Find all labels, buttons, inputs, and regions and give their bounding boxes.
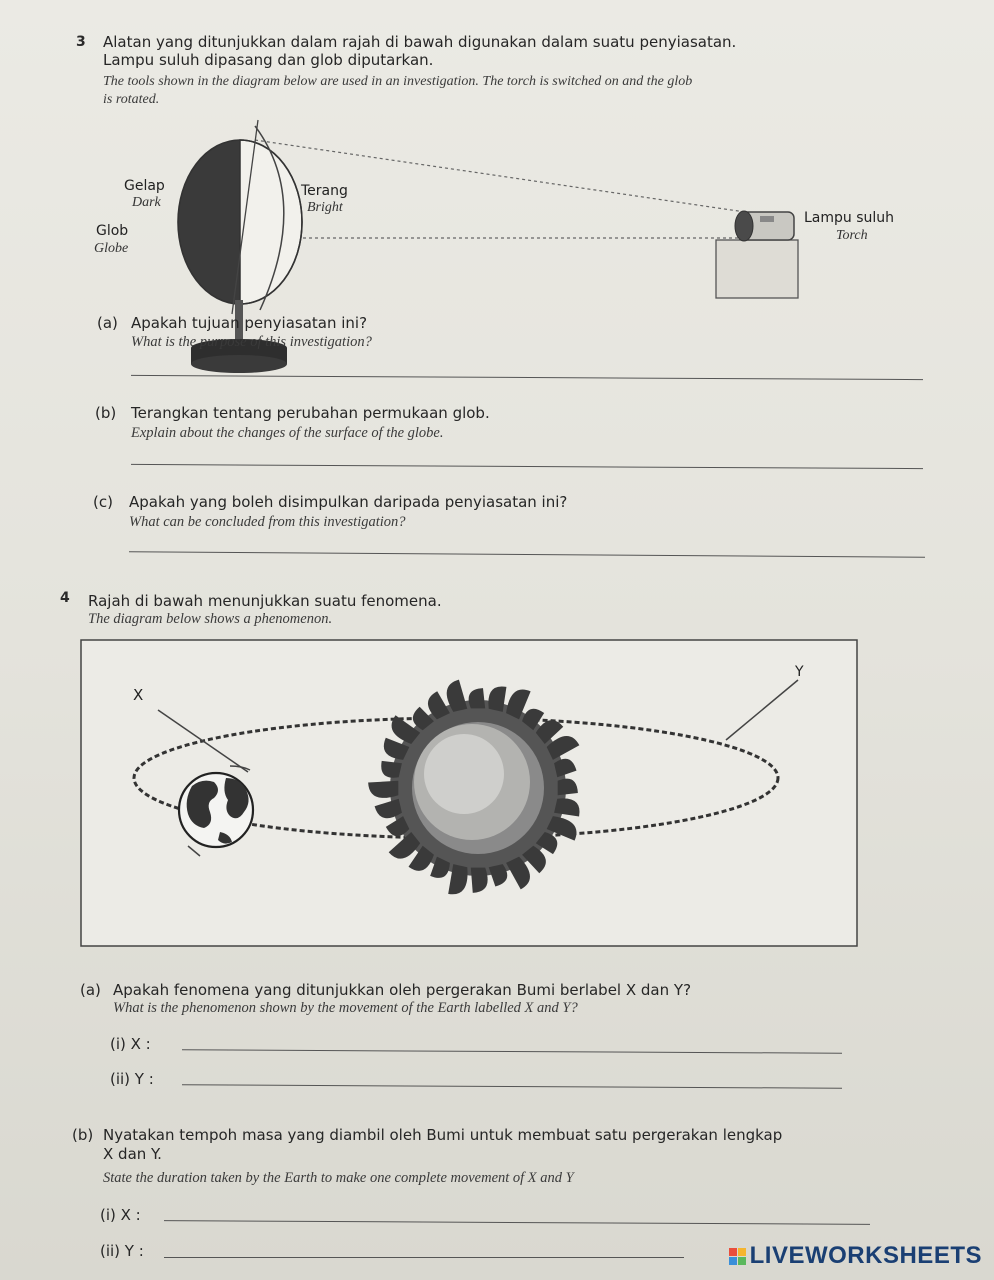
q4-intro-ms: Rajah di bawah menunjukkan suatu fenomena.	[88, 592, 442, 610]
q4b-question-ms-line1: Nyatakan tempoh masa yang diambil oleh Bumi untuk membuat satu pergerakan lengkap	[103, 1126, 783, 1144]
label-torch: Torch	[836, 228, 868, 243]
q4b-ii-label: (ii) Y :	[100, 1242, 144, 1260]
q4b-label: (b)	[72, 1126, 94, 1144]
label-bright: Bright	[307, 200, 343, 215]
earth-icon	[179, 773, 253, 847]
label-lampu-suluh: Lampu suluh	[804, 210, 895, 226]
label-glob: Glob	[96, 223, 129, 239]
q3b-label: (b)	[95, 404, 117, 422]
q4a-label: (a)	[80, 981, 101, 999]
q4a-ii-answer-line[interactable]	[182, 1084, 842, 1088]
q3-intro-en-line2: is rotated.	[103, 92, 160, 107]
q4a-i-answer-line[interactable]	[182, 1049, 842, 1053]
q3a-question-en: What is the purpose of this investigation?	[131, 334, 372, 350]
q3c-question-en: What can be concluded from this investigation?	[129, 514, 406, 530]
liveworksheets-watermark[interactable]	[729, 1242, 982, 1270]
label-terang: Terang	[301, 183, 348, 199]
q4b-question-en: State the duration taken by the Earth to make one complete movement of X and Y	[103, 1170, 574, 1186]
q4a-i-label: (i) X :	[110, 1035, 151, 1053]
q4b-i-label: (i) X :	[100, 1206, 141, 1224]
earth-sun-diagram	[80, 636, 860, 948]
q4b-ii-answer-line[interactable]	[164, 1257, 684, 1258]
q3c-label: (c)	[93, 493, 113, 511]
q3b-question-ms: Terangkan tentang perubahan permukaan glob.	[131, 404, 490, 422]
q3a-question-ms: Apakah tujuan penyiasatan ini?	[131, 314, 368, 332]
q4b-i-answer-line[interactable]	[164, 1220, 870, 1225]
liveworksheets-text: LIVEWORKSHEETS	[749, 1242, 982, 1269]
q4a-ii-label: (ii) Y :	[110, 1070, 154, 1088]
label-x: X	[133, 686, 144, 704]
q3c-question-ms: Apakah yang boleh disimpulkan daripada penyiasatan ini?	[129, 493, 568, 511]
q3a-label: (a)	[97, 314, 118, 332]
question-4-number: 4	[60, 590, 70, 606]
q4-intro-en: The diagram below shows a phenomenon.	[88, 611, 333, 627]
q4a-question-ms: Apakah fenomena yang ditunjukkan oleh pergerakan Bumi berlabel X dan Y?	[113, 981, 692, 999]
q3-intro-ms-line1: Alatan yang ditunjukkan dalam rajah di bawah digunakan dalam suatu penyiasatan.	[103, 33, 737, 51]
q4a-question-en: What is the phenomenon shown by the movement of the Earth labelled X and Y?	[113, 1000, 578, 1016]
label-globe: Globe	[94, 241, 129, 256]
liveworksheets-logo-icon	[729, 1248, 746, 1265]
q3b-question-en: Explain about the changes of the surface of the globe.	[131, 425, 444, 441]
label-y: Y	[795, 664, 804, 680]
q3b-answer-line[interactable]	[131, 464, 923, 469]
q4b-question-ms-line2: X dan Y.	[103, 1145, 162, 1163]
q3-intro-en-line1: The tools shown in the diagram below are used in an investigation. The torch is switched on and the glob	[103, 74, 693, 89]
label-gelap: Gelap	[124, 178, 165, 194]
question-3-number: 3	[76, 34, 86, 50]
globe-torch-diagram	[0, 100, 994, 420]
q3c-answer-line[interactable]	[129, 551, 925, 558]
label-dark: Dark	[132, 195, 161, 210]
q3-intro-ms-line2: Lampu suluh dipasang dan glob diputarkan.	[103, 51, 434, 69]
